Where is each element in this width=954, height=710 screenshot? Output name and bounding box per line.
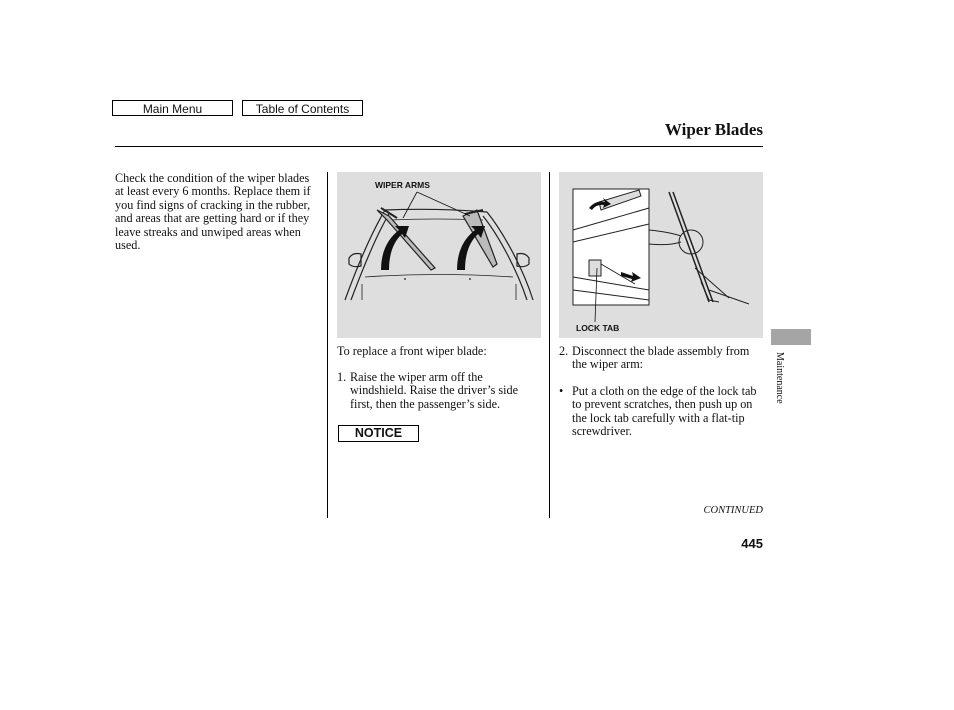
table-of-contents-button[interactable]: Table of Contents [242,100,363,116]
lock-tab-drawing [559,172,763,338]
step-2-text: Disconnect the blade assembly from the wiper arm: [572,344,750,372]
column-divider [327,172,328,518]
section-tab[interactable] [771,329,811,345]
step-2 [559,345,764,372]
step-1-text: Raise the wiper arm off the windshield. Raise the driver’s side first, then the passenger’s side. [350,370,519,411]
notice-label: NOTICE [338,425,419,442]
page-number: 445 [741,536,763,551]
car-front-drawing [337,172,541,338]
intro-paragraph: Check the condition of the wiper blades at least every 6 months. Replace them if you find signs of cracking in the rubber, and areas that are getting hard or if they leave streaks and unwiped areas when used. [115,171,311,253]
lock-tab-label: LOCK TAB [576,323,620,333]
main-menu-button[interactable]: Main Menu [112,100,233,116]
bullet-symbol: • [559,384,564,398]
step-1 [337,371,542,411]
lock-tab-illustration [559,172,763,338]
lock-tab-bullet [559,385,764,439]
bullet-text: Put a cloth on the edge of the lock tab to prevent scratches, then push up on the lock tab carefully with a flat-tip screwdriver. [572,384,757,439]
column-divider [549,172,550,518]
section-label: Maintenance [774,352,785,404]
replace-intro-text: To replace a front wiper blade: [337,344,487,358]
step-2-number: 2. [559,344,569,358]
step-1-number: 1. [337,370,347,384]
continued-label: CONTINUED [703,505,763,516]
wiper-arms-label: WIPER ARMS [375,180,430,190]
page-title: Wiper Blades [664,120,763,139]
title-rule [115,146,763,147]
wiper-arms-illustration [337,172,541,338]
